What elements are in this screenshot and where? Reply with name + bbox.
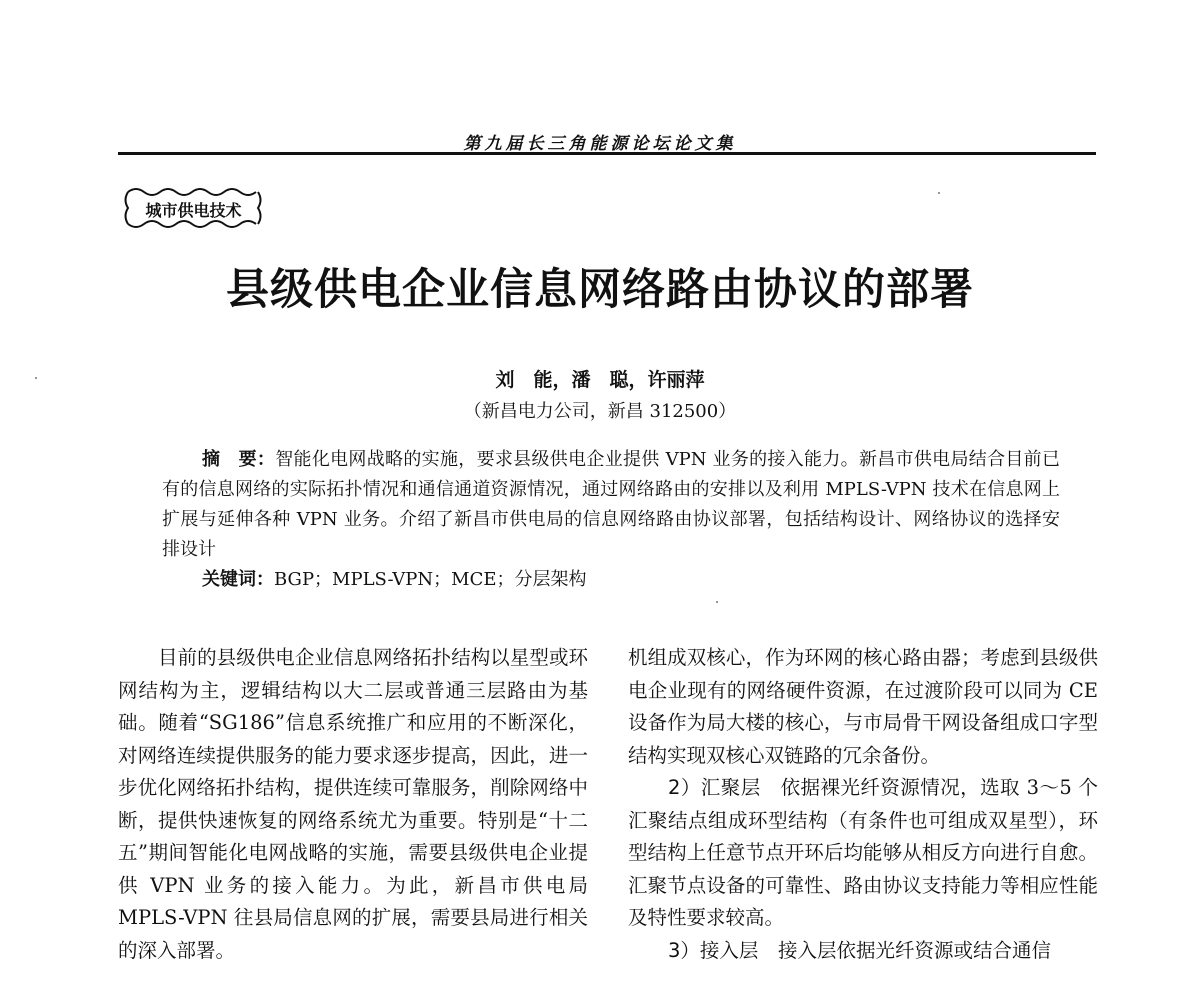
list-item (628, 772, 1098, 935)
section-tag (122, 184, 265, 232)
header-rule (118, 152, 1096, 155)
list-item-text: 接入层依据光纤资源或结合通信 (777, 938, 1051, 962)
scan-speck (35, 377, 37, 379)
abstract-paragraph (162, 445, 1060, 565)
abstract-text: 智能化电网战略的实施，要求县级供电企业提供 VPN 业务的接入能力。新昌市供电局结合目前已有的信息网络的实际拓扑情况和通信通道资源情况，通过网络路由的安排以及利用 MPLS-VPN 技术在信息网上扩展与延伸各种 VPN 业务。介绍了新昌市供电局的信息网络路由协议部署，包括结构设计、网络协议的选择安排设计 (162, 449, 1060, 560)
body-paragraph: 机组成双核心，作为环网的核心路由器；考虑到县级供电企业现有的网络硬件资源，在过渡阶段可以同为 CE 设备作为局大楼的核心，与市局骨干网设备组成口字型结构实现双核心双链路的冗余备份。 (628, 646, 1098, 767)
body-column-right (628, 642, 1098, 967)
authors: 刘 能，潘 聪，许丽萍 (495, 369, 705, 391)
running-head: 第九届长三角能源论坛论文集 (463, 134, 737, 154)
keywords (162, 565, 1060, 595)
list-item (628, 935, 1098, 968)
abstract (162, 445, 1060, 595)
paper-title: 县级供电企业信息网络路由协议的部署 (226, 265, 974, 315)
keywords-text: BGP；MPLS-VPN；MCE；分层架构 (274, 569, 587, 590)
body-column-left (118, 642, 588, 967)
affiliation: （新昌电力公司，新昌 312500） (463, 401, 737, 422)
list-item-text: 依据裸光纤资源情况，选取 3～5 个汇聚结点组成环型结构（有条件也可组成双星型），环型结构上任意节点开环后均能够从相反方向进行自愈。汇聚节点设备的可靠性、路由协议支持能力等相应性能及特性要求较高。 (628, 776, 1098, 929)
list-item-heading: 2）汇聚层 (668, 776, 761, 799)
body-paragraph: 目前的县级供电企业信息网络拓扑结构以星型或环网结构为主，逻辑结构以大二层或普通三层路由为基础。随着“SG186”信息系统推广和应用的不断深化，对网络连续提供服务的能力要求逐步提高，因此，进一步优化网络拓扑结构，提供连续可靠服务，削除网络中断，提供快速恢复的网络系统尤为重要。特别是“十二五”期间智能化电网战略的实施，需要县级供电企业提供 VPN 业务的接入能力。为此，新昌市供电局 MPLS-VPN 往县局信息网的扩展，需要县局进行相关的深入部署。 (118, 646, 588, 962)
section-tag-label: 城市供电技术 (145, 201, 242, 220)
abstract-label: 摘 要： (202, 449, 276, 470)
keywords-label: 关键词： (202, 569, 274, 590)
scan-speck (938, 192, 940, 194)
list-item-heading: 3）接入层 (668, 938, 759, 962)
scan-speck (716, 601, 718, 603)
